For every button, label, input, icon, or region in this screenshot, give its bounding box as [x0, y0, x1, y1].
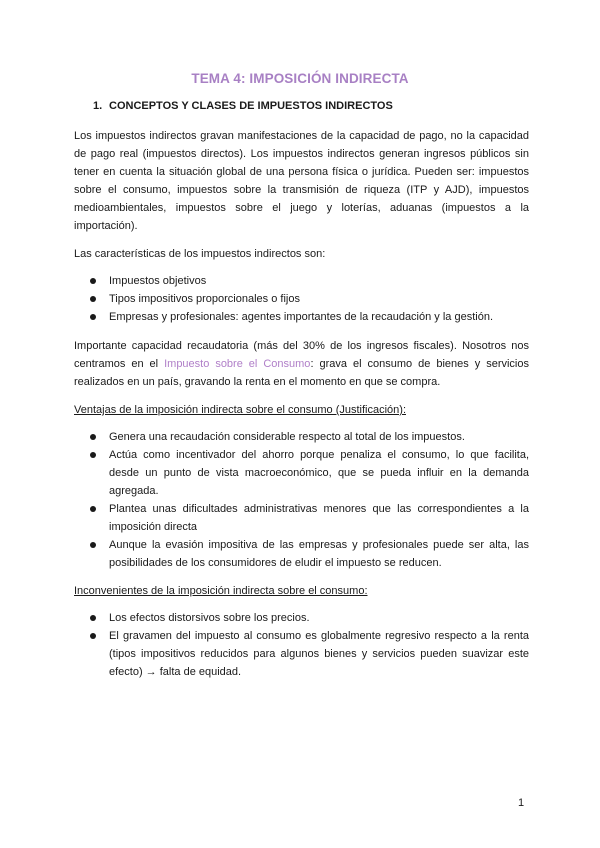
bullet-icon — [90, 542, 96, 548]
advantages-list — [88, 428, 529, 572]
document-title: TEMA 4: IMPOSICIÓN INDIRECTA — [191, 71, 409, 86]
list-item: Genera una recaudación considerable respecto al total de los impuestos. — [88, 428, 529, 446]
section-heading-text: CONCEPTOS Y CLASES DE IMPUESTOS INDIRECTOS — [109, 100, 393, 112]
page-number: 1 — [518, 797, 525, 809]
advantages-heading: Ventajas de la imposición indirecta sobre el consumo (Justificación): — [74, 404, 406, 416]
list-item: Empresas y profesionales: agentes importantes de la recaudación y la gestión. — [88, 308, 529, 326]
list-item: Plantea unas dificultades administrativas menores que las correspondientes a la imposición directa — [88, 500, 529, 536]
bullet-icon — [90, 314, 96, 320]
bullet-icon — [90, 434, 96, 440]
bullet-icon — [90, 452, 96, 458]
characteristics-intro: Las características de los impuestos indirectos son: — [74, 248, 326, 260]
list-item: Actúa como incentivador del ahorro porque penaliza el consumo, lo que facilita, desde un punto de vista macroeconómico, que se pueda influir en la demanda agregada. — [88, 446, 529, 500]
important-paragraph: Importante capacidad recaudatoria (más del 30% de los ingresos fiscales). Nosotros nos centramos en el Impuesto sobre el Consumo: grava el consumo de bienes y servicios realizados en un país, gravando la renta en el momento en que se compra. — [74, 340, 529, 388]
list-item: El gravamen del impuesto al consumo es globalmente regresivo respecto a la renta (tipos impositivos reducidos para algunos bienes y servicios pueden suavizar este efecto) → falta de equidad. — [88, 627, 529, 681]
bullet-icon — [90, 506, 96, 512]
consumption-tax-link[interactable]: Impuesto sobre el Consumo — [164, 358, 311, 370]
disadvantages-list — [88, 609, 529, 681]
bullet-icon — [90, 296, 96, 302]
characteristics-list — [88, 272, 529, 326]
disadvantages-heading: Inconvenientes de la imposición indirecta sobre el consumo: — [74, 585, 368, 597]
list-item: Impuestos objetivos — [88, 272, 529, 290]
list-item: Los efectos distorsivos sobre los precios. — [88, 609, 529, 627]
bullet-icon — [90, 615, 96, 621]
list-item: Aunque la evasión impositiva de las empresas y profesionales puede ser alta, las posibilidades de los consumidores de eludir el impuesto se reducen. — [88, 536, 529, 572]
bullet-icon — [90, 278, 96, 284]
section-number: 1. — [93, 100, 103, 112]
bullet-icon — [90, 633, 96, 639]
section-heading — [93, 100, 393, 112]
list-item: Tipos impositivos proporcionales o fijos — [88, 290, 529, 308]
intro-paragraph: Los impuestos indirectos gravan manifestaciones de la capacidad de pago, no la capacidad de pago real (impuestos directos). Los impuestos indirectos generan ingresos públicos sin tener en cuenta la situación global de una persona física o jurídica. Pueden ser: impuestos sobre el consumo, impuestos sobre la transmisión de riqueza (ITP y AJD), impuestos medioambientales, impuestos sobre el juego y loterías, aduanas (impuestos a la importación). — [74, 130, 529, 232]
